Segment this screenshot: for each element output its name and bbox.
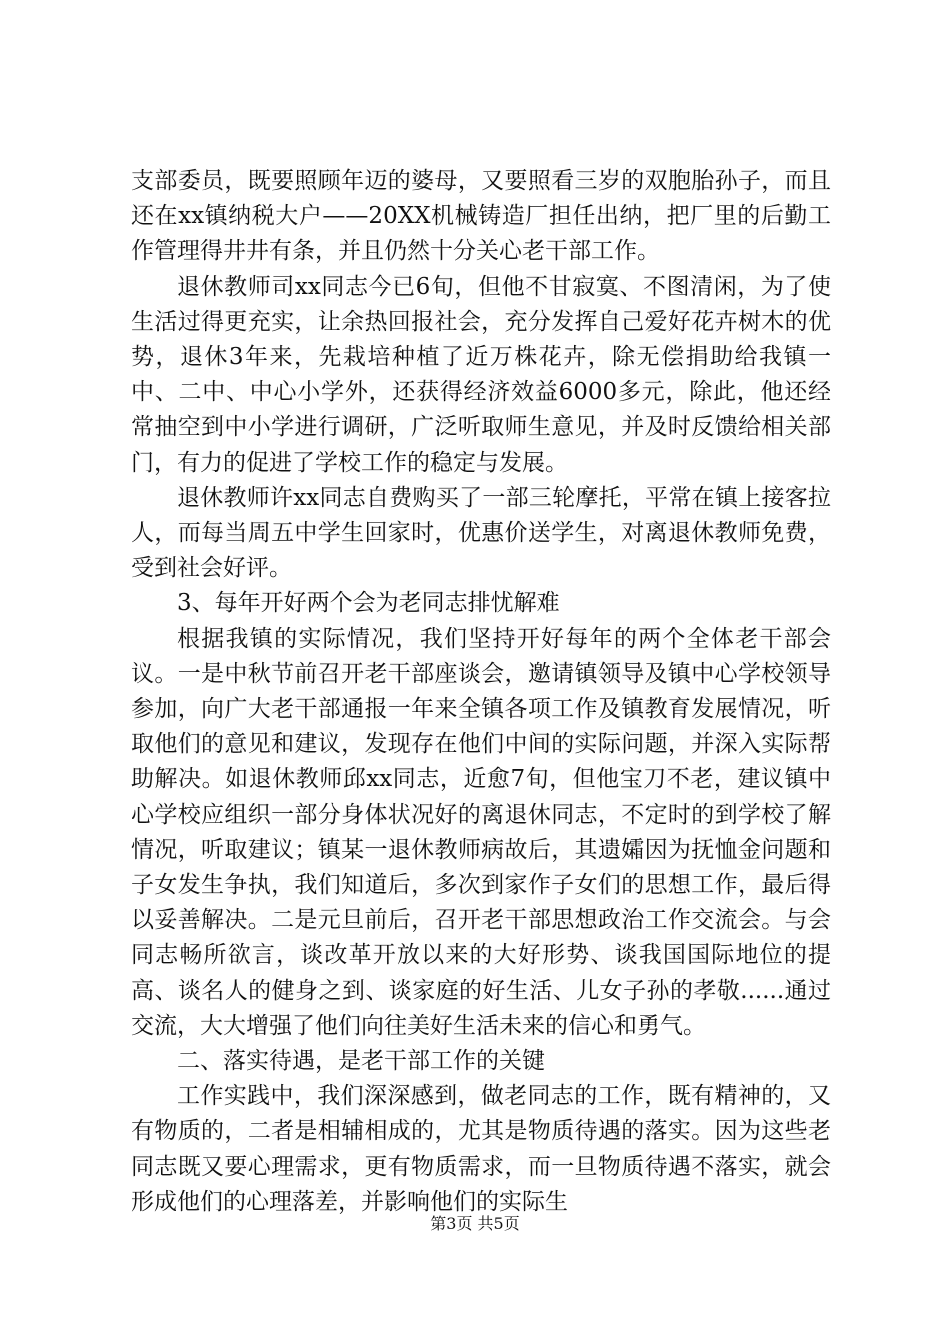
paragraph-work-practice: 工作实践中，我们深深感到，做老同志的工作，既有精神的，又有物质的，二者是相辅相成的，尤其是物质待遇的落实。因为这些老同志既又要心理需求，更有物质需求，而一旦物质待遇不落实，就会形成他们的心理落差，并影响他们的实际生 [131, 1083, 831, 1215]
section-heading-two-meetings: 3、每年开好两个会为老同志排忧解难 [177, 590, 560, 617]
paragraph-meetings: 根据我镇的实际情况，我们坚持开好每年的两个全体老干部会议。一是中秋节前召开老干部座谈会，邀请镇领导及镇中心学校领导参加，向广大老干部通报一年来全镇各项工作及镇教育发展情况，听取他们的意见和建议，发现存在他们中间的实际问题，并深入实际帮助解决。如退休教师邱xx同志，近愈7旬，但他宝刀不老，建议镇中心学校应组织一部分身体状况好的离退休同志，不定时的到学校了解情况，听取建议；镇某一退休教师病故后，其遗孀因为抚恤金问题和子女发生争执，我们知道后，多次到家作子女们的思想工作，最后得以妥善解决。二是元旦前后，召开老干部思想政治工作交流会。与会同志畅所欲言，谈改革开放以来的大好形势、谈我国国际地位的提高、谈名人的健身之到、谈家庭的好生活、儿女子孙的孝敬......通过交流，大大增强了他们向往美好生活未来的信心和勇气。 [131, 625, 831, 1039]
page-number-footer: 第3页 共5页 [430, 1214, 520, 1233]
document-body [131, 164, 831, 1220]
paragraph-continuation: 支部委员，既要照顾年迈的婆母，又要照看三岁的双胞胎孙子，而且还在xx镇纳税大户——20XX机械铸造厂担任出纳，把厂里的后勤工作管理得井井有条，并且仍然十分关心老干部工作。 [131, 168, 831, 265]
paragraph-retired-teacher-xu: 退休教师许xx同志自费购买了一部三轮摩托，平常在镇上接客拉人，而每当周五中学生回家时，优惠价送学生，对离退休教师免费，受到社会好评。 [131, 484, 831, 582]
section-heading-implement-benefits: 二、落实待遇，是老干部工作的关键 [177, 1048, 545, 1075]
paragraph-retired-teacher-si: 退休教师司xx同志今已6旬，但他不甘寂寞、不图清闲，为了使生活过得更充实，让余热回报社会，充分发挥自己爱好花卉树木的优势，退休3年来，先栽培种植了近万株花卉，除无偿捐助给我镇一中、二中、中心小学外，还获得经济效益6000多元，除此，他还经常抽空到中小学进行调研，广泛听取师生意见，并及时反馈给相关部门，有力的促进了学校工作的稳定与发展。 [131, 273, 831, 476]
